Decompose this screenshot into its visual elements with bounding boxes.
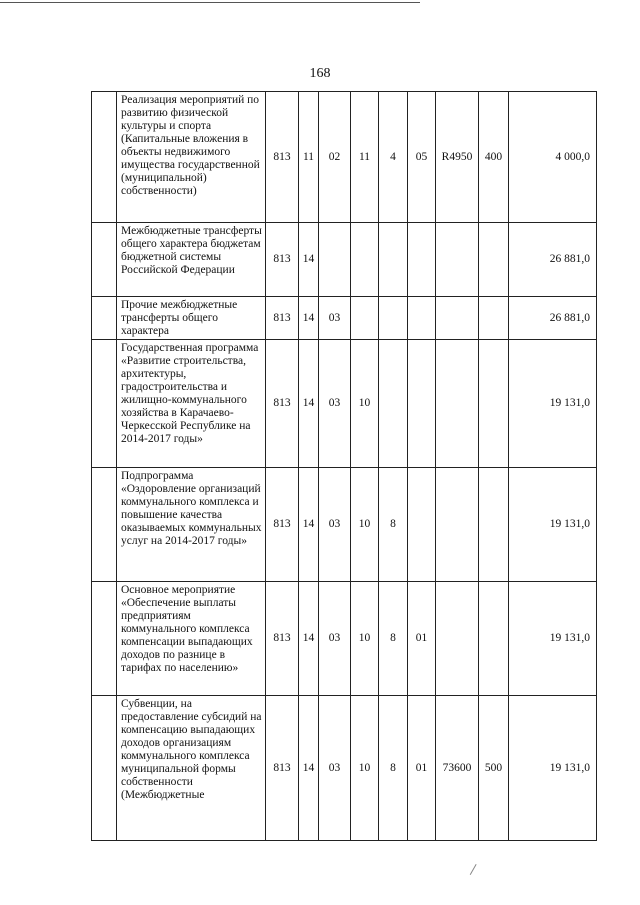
code-cell-c7 <box>436 297 479 340</box>
code-cell-c2: 14 <box>299 582 319 696</box>
code-cell-c2: 14 <box>299 297 319 340</box>
code-cell-c6 <box>408 468 436 582</box>
code-cell-c7 <box>436 340 479 468</box>
scan-artifact <box>470 864 486 880</box>
code-cell-c1: 813 <box>266 696 299 841</box>
code-cell-c4: 10 <box>351 340 379 468</box>
code-cell-c3: 03 <box>319 297 351 340</box>
row-margin-cell <box>92 297 117 340</box>
code-cell-c1: 813 <box>266 92 299 223</box>
code-cell-c2: 14 <box>299 468 319 582</box>
code-cell-c7: R4950 <box>436 92 479 223</box>
row-name: Прочие межбюджетные трансферты общего характера <box>117 297 266 340</box>
table-row <box>92 340 597 468</box>
row-margin-cell <box>92 92 117 223</box>
code-cell-c8 <box>479 223 509 297</box>
code-cell-c1: 813 <box>266 223 299 297</box>
row-amount: 4 000,0 <box>509 92 597 223</box>
row-margin-cell <box>92 582 117 696</box>
code-cell-c8 <box>479 468 509 582</box>
code-cell-c4: 11 <box>351 92 379 223</box>
table-row <box>92 468 597 582</box>
code-cell-c7: 73600 <box>436 696 479 841</box>
code-cell-c5 <box>379 340 408 468</box>
code-cell-c4: 10 <box>351 696 379 841</box>
code-cell-c5: 8 <box>379 696 408 841</box>
code-cell-c5: 8 <box>379 468 408 582</box>
row-name: Реализация мероприятий по развитию физической культуры и спорта (Капитальные вложения в объекты недвижимого имущества государственной (муниципальной) собственности) <box>117 92 266 223</box>
table-row <box>92 582 597 696</box>
row-amount: 19 131,0 <box>509 340 597 468</box>
page-number: 168 <box>309 66 331 81</box>
row-name: Основное мероприятие «Обеспечение выплаты предприятиям коммунального комплекса компенсации выпадающих доходов по разнице в тарифах по населению» <box>117 582 266 696</box>
code-cell-c3 <box>319 223 351 297</box>
code-cell-c8: 400 <box>479 92 509 223</box>
code-cell-c1: 813 <box>266 340 299 468</box>
code-cell-c2: 11 <box>299 92 319 223</box>
code-cell-c8: 500 <box>479 696 509 841</box>
table-row <box>92 92 597 223</box>
code-cell-c6 <box>408 340 436 468</box>
row-name: Субвенции, на предоставление субсидий на компенсацию выпадающих доходов организациям коммунального комплекса муниципальной формы собственности (Межбюджетные <box>117 696 266 841</box>
table-row <box>92 696 597 841</box>
table-row <box>92 223 597 297</box>
code-cell-c2: 14 <box>299 223 319 297</box>
code-cell-c5 <box>379 297 408 340</box>
code-cell-c5 <box>379 223 408 297</box>
code-cell-c2: 14 <box>299 340 319 468</box>
code-cell-c4 <box>351 297 379 340</box>
code-cell-c6 <box>408 223 436 297</box>
code-cell-c8 <box>479 582 509 696</box>
row-margin-cell <box>92 223 117 297</box>
code-cell-c2: 14 <box>299 696 319 841</box>
row-name: Подпрограмма «Оздоровление организаций коммунального комплекса и повышение качества оказываемых коммунальных услуг на 2014-2017 годы» <box>117 468 266 582</box>
code-cell-c8 <box>479 340 509 468</box>
code-cell-c1: 813 <box>266 582 299 696</box>
row-margin-cell <box>92 696 117 841</box>
table-row <box>92 297 597 340</box>
row-amount: 19 131,0 <box>509 582 597 696</box>
code-cell-c1: 813 <box>266 468 299 582</box>
row-amount: 26 881,0 <box>509 223 597 297</box>
row-amount: 26 881,0 <box>509 297 597 340</box>
row-margin-cell <box>92 468 117 582</box>
code-cell-c6 <box>408 297 436 340</box>
code-cell-c7 <box>436 223 479 297</box>
code-cell-c3: 03 <box>319 582 351 696</box>
row-name: Государственная программа «Развитие строительства, архитектуры, градостроительства и жилищно-коммунального хозяйства в Карачаево-Черкесской Республике на 2014-2017 годы» <box>117 340 266 468</box>
code-cell-c4 <box>351 223 379 297</box>
code-cell-c5: 8 <box>379 582 408 696</box>
code-cell-c4: 10 <box>351 582 379 696</box>
code-cell-c4: 10 <box>351 468 379 582</box>
budget-table <box>91 91 597 841</box>
row-amount: 19 131,0 <box>509 696 597 841</box>
row-amount: 19 131,0 <box>509 468 597 582</box>
scan-edge-line <box>0 2 420 3</box>
code-cell-c6: 01 <box>408 696 436 841</box>
code-cell-c8 <box>479 297 509 340</box>
code-cell-c3: 03 <box>319 340 351 468</box>
code-cell-c3: 02 <box>319 92 351 223</box>
code-cell-c7 <box>436 468 479 582</box>
row-name: Межбюджетные трансферты общего характера бюджетам бюджетной системы Российской Федерации <box>117 223 266 297</box>
code-cell-c5: 4 <box>379 92 408 223</box>
code-cell-c6: 05 <box>408 92 436 223</box>
code-cell-c7 <box>436 582 479 696</box>
row-margin-cell <box>92 340 117 468</box>
code-cell-c3: 03 <box>319 696 351 841</box>
code-cell-c3: 03 <box>319 468 351 582</box>
code-cell-c1: 813 <box>266 297 299 340</box>
code-cell-c6: 01 <box>408 582 436 696</box>
